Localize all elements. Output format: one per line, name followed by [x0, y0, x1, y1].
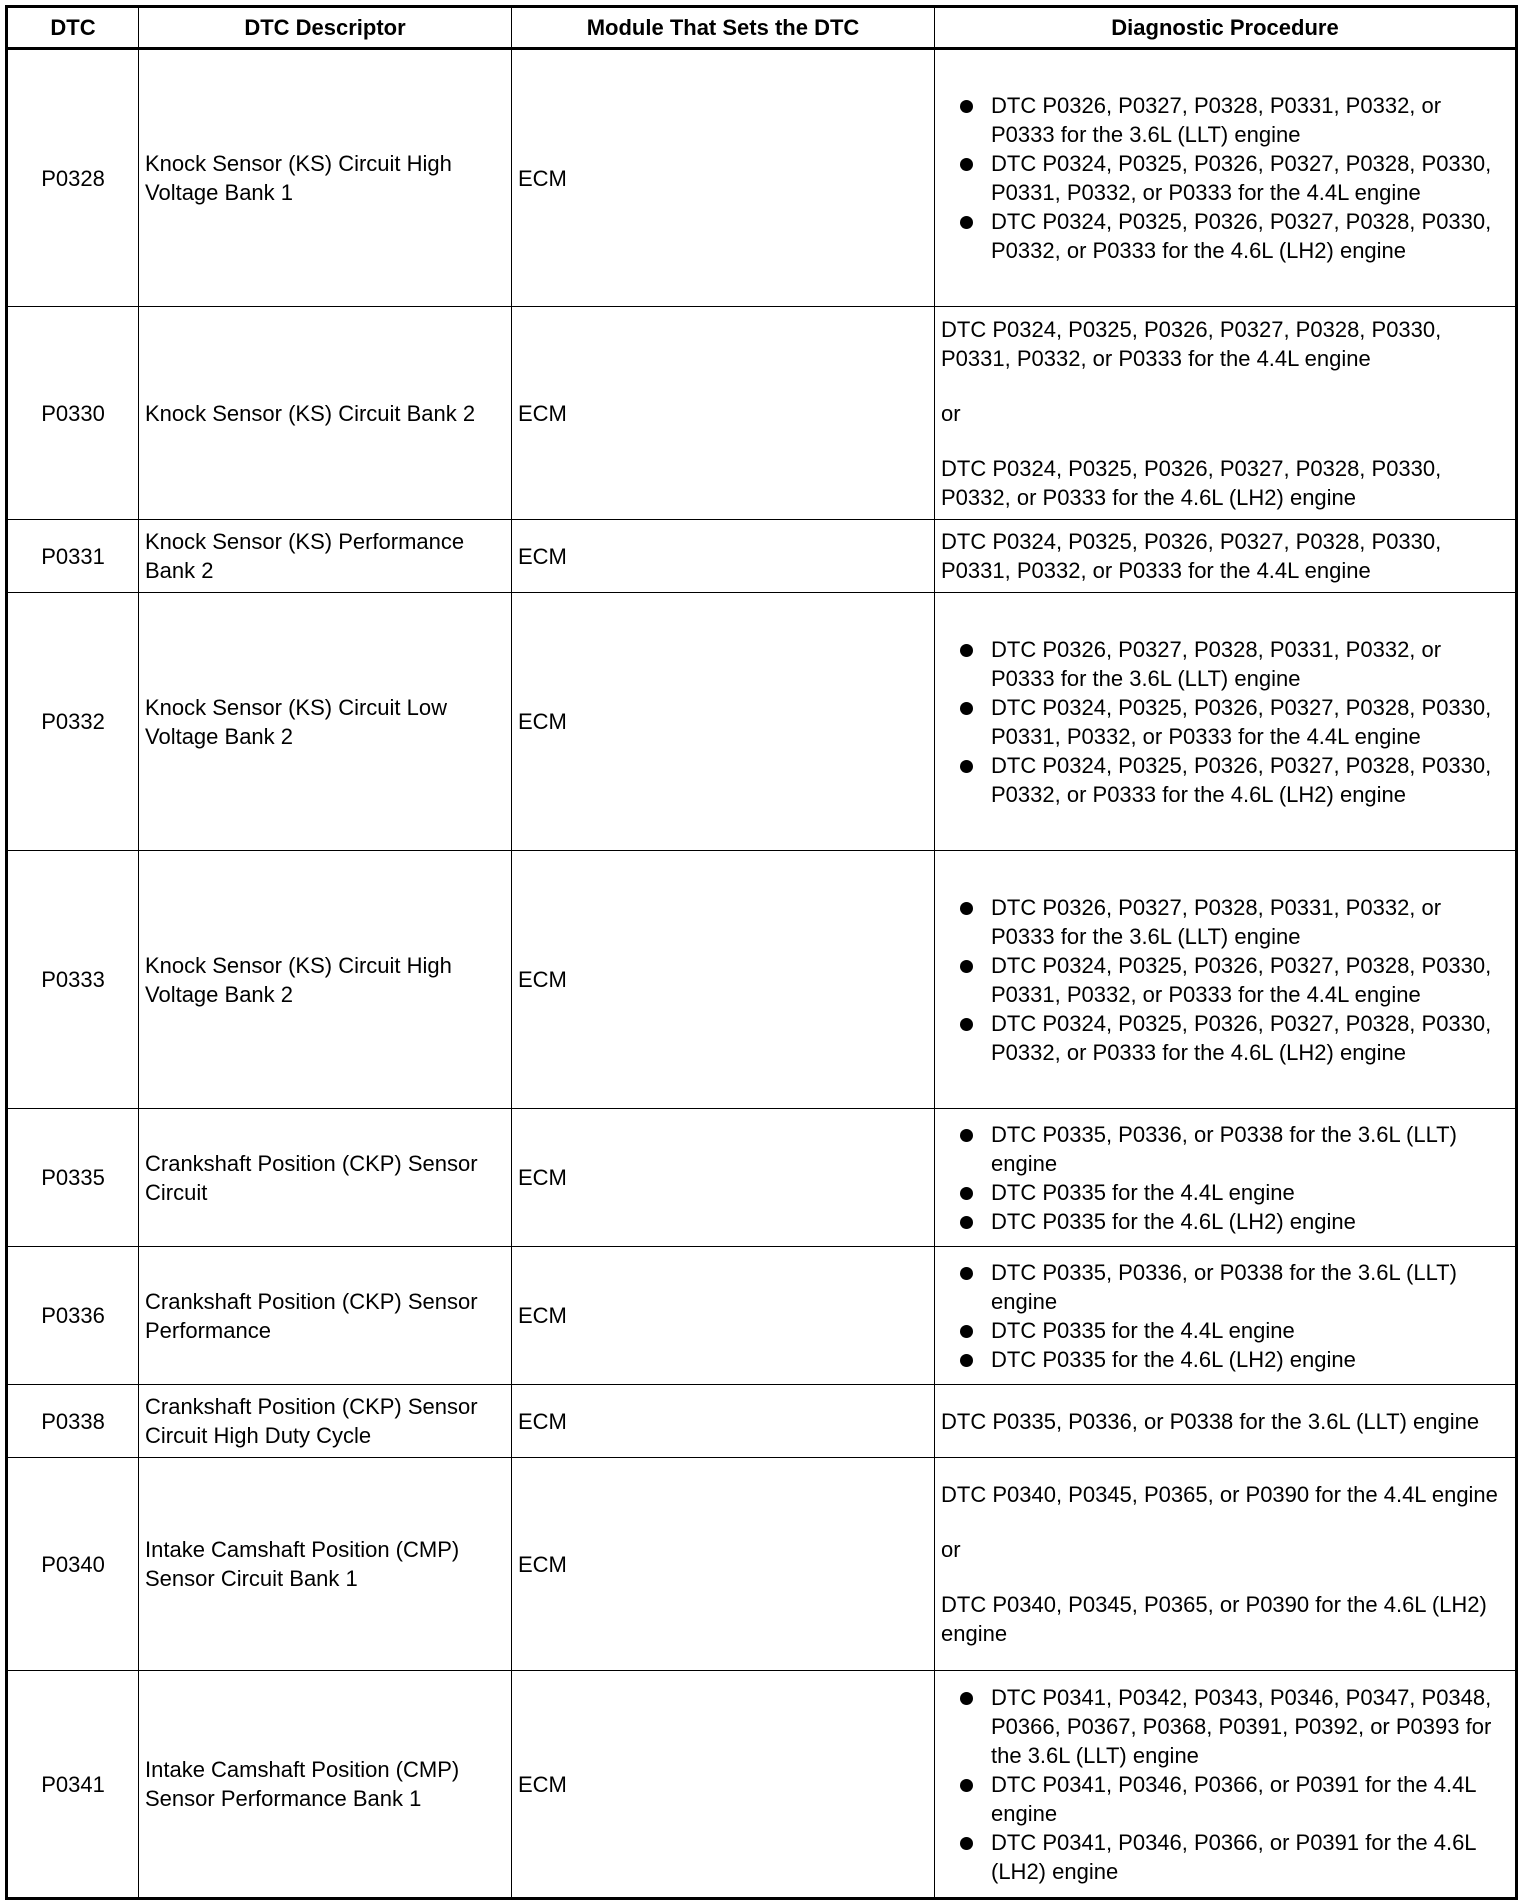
dtc-module: ECM: [512, 851, 935, 1109]
procedure-list-item: DTC P0326, P0327, P0328, P0331, P0332, or P0333 for the 3.6L (LLT) engine: [991, 635, 1509, 693]
procedure-list-item: DTC P0335 for the 4.6L (LH2) engine: [991, 1207, 1509, 1236]
table-row: [7, 307, 1517, 520]
dtc-code: P0338: [7, 1385, 139, 1458]
diagnostic-procedure: [935, 1109, 1517, 1247]
table-row: [7, 851, 1517, 1109]
dtc-module: ECM: [512, 593, 935, 851]
procedure-list-item: DTC P0326, P0327, P0328, P0331, P0332, or P0333 for the 3.6L (LLT) engine: [991, 893, 1509, 951]
dtc-code: P0331: [7, 520, 139, 593]
dtc-descriptor: Crankshaft Position (CKP) Sensor Circuit: [139, 1109, 512, 1247]
table-row: [7, 1385, 1517, 1458]
procedure-list-item: DTC P0324, P0325, P0326, P0327, P0328, P0330, P0331, P0332, or P0333 for the 4.4L engine: [991, 693, 1509, 751]
dtc-descriptor: Intake Camshaft Position (CMP) Sensor Circuit Bank 1: [139, 1458, 512, 1671]
dtc-descriptor: Crankshaft Position (CKP) Sensor Circuit High Duty Cycle: [139, 1385, 512, 1458]
diagnostic-procedure: [935, 307, 1517, 520]
diagnostic-procedure: [935, 1385, 1517, 1458]
table-row: [7, 49, 1517, 307]
dtc-code: P0341: [7, 1671, 139, 1899]
table-row: [7, 1247, 1517, 1385]
dtc-code: P0335: [7, 1109, 139, 1247]
diagnostic-procedure: [935, 520, 1517, 593]
procedure-paragraph: DTC P0335, P0336, or P0338 for the 3.6L (LLT) engine: [941, 1408, 1480, 1434]
table-row: [7, 1671, 1517, 1899]
header-dtc: DTC: [7, 7, 139, 49]
procedure-list: [941, 1258, 1509, 1374]
dtc-module: ECM: [512, 1109, 935, 1247]
procedure-list: [941, 635, 1509, 809]
procedure-list-item: DTC P0341, P0346, P0366, or P0391 for the 4.4L engine: [991, 1770, 1509, 1828]
table-row: [7, 1458, 1517, 1671]
table-row: [7, 1109, 1517, 1247]
procedure-list-item: DTC P0324, P0325, P0326, P0327, P0328, P0330, P0331, P0332, or P0333 for the 4.4L engine: [991, 951, 1509, 1009]
table-header: [7, 7, 1517, 49]
diagnostic-procedure: [935, 1247, 1517, 1385]
header-procedure: Diagnostic Procedure: [935, 7, 1517, 49]
dtc-code: P0333: [7, 851, 139, 1109]
dtc-code: P0336: [7, 1247, 139, 1385]
procedure-list-item: DTC P0326, P0327, P0328, P0331, P0332, or P0333 for the 3.6L (LLT) engine: [991, 91, 1509, 149]
procedure-list-item: DTC P0324, P0325, P0326, P0327, P0328, P0330, P0332, or P0333 for the 4.6L (LH2) engine: [991, 207, 1509, 265]
dtc-code: P0340: [7, 1458, 139, 1671]
dtc-module: ECM: [512, 49, 935, 307]
header-descriptor: DTC Descriptor: [139, 7, 512, 49]
dtc-module: ECM: [512, 1385, 935, 1458]
procedure-paragraph: DTC P0324, P0325, P0326, P0327, P0328, P0330, P0331, P0332, or P0333 for the 4.4L engine: [941, 529, 1442, 583]
procedure-paragraph: DTC P0340, P0345, P0365, or P0390 for the 4.6L (LH2) engine: [941, 1592, 1487, 1646]
procedure-list-item: DTC P0335 for the 4.6L (LH2) engine: [991, 1345, 1509, 1374]
header-module: Module That Sets the DTC: [512, 7, 935, 49]
dtc-descriptor: Knock Sensor (KS) Performance Bank 2: [139, 520, 512, 593]
procedure-list-item: DTC P0324, P0325, P0326, P0327, P0328, P0330, P0331, P0332, or P0333 for the 4.4L engine: [991, 149, 1509, 207]
dtc-table: [5, 5, 1518, 1900]
dtc-module: ECM: [512, 520, 935, 593]
diagnostic-procedure: [935, 851, 1517, 1109]
procedure-list-item: DTC P0335 for the 4.4L engine: [991, 1178, 1509, 1207]
dtc-descriptor: Intake Camshaft Position (CMP) Sensor Performance Bank 1: [139, 1671, 512, 1899]
dtc-descriptor: Knock Sensor (KS) Circuit High Voltage Bank 1: [139, 49, 512, 307]
procedure-paragraph: DTC P0324, P0325, P0326, P0327, P0328, P0330, P0331, P0332, or P0333 for the 4.4L engine: [941, 316, 1442, 371]
dtc-code: P0332: [7, 593, 139, 851]
diagnostic-procedure: [935, 593, 1517, 851]
diagnostic-procedure: [935, 49, 1517, 307]
dtc-descriptor: Knock Sensor (KS) Circuit High Voltage Bank 2: [139, 851, 512, 1109]
procedure-list-item: DTC P0341, P0342, P0343, P0346, P0347, P0348, P0366, P0367, P0368, P0391, P0392, or P0393 for the 3.6L (LLT) engine: [991, 1683, 1509, 1770]
procedure-list: [941, 893, 1509, 1067]
procedure-list-item: DTC P0335, P0336, or P0338 for the 3.6L (LLT) engine: [991, 1258, 1509, 1316]
procedure-list: [941, 1683, 1509, 1886]
dtc-descriptor: Knock Sensor (KS) Circuit Low Voltage Bank 2: [139, 593, 512, 851]
procedure-list: [941, 1120, 1509, 1236]
dtc-descriptor: Knock Sensor (KS) Circuit Bank 2: [139, 307, 512, 520]
procedure-list-item: DTC P0335, P0336, or P0338 for the 3.6L (LLT) engine: [991, 1120, 1509, 1178]
procedure-paragraph: or: [941, 400, 961, 426]
header-row: [7, 7, 1517, 49]
dtc-code: P0330: [7, 307, 139, 520]
procedure-paragraph: or: [941, 1537, 961, 1562]
diagnostic-procedure: [935, 1671, 1517, 1899]
procedure-paragraph: DTC P0324, P0325, P0326, P0327, P0328, P0330, P0332, or P0333 for the 4.6L (LH2) engine: [941, 455, 1442, 510]
dtc-module: ECM: [512, 1247, 935, 1385]
procedure-list-item: DTC P0341, P0346, P0366, or P0391 for the 4.6L (LH2) engine: [991, 1828, 1509, 1886]
dtc-module: ECM: [512, 307, 935, 520]
dtc-module: ECM: [512, 1458, 935, 1671]
procedure-paragraph: DTC P0340, P0345, P0365, or P0390 for the 4.4L engine: [941, 1482, 1498, 1507]
procedure-list-item: DTC P0335 for the 4.4L engine: [991, 1316, 1509, 1345]
table-row: [7, 520, 1517, 593]
dtc-descriptor: Crankshaft Position (CKP) Sensor Performance: [139, 1247, 512, 1385]
diagnostic-procedure: [935, 1458, 1517, 1671]
table-row: [7, 593, 1517, 851]
procedure-list-item: DTC P0324, P0325, P0326, P0327, P0328, P0330, P0332, or P0333 for the 4.6L (LH2) engine: [991, 1009, 1509, 1067]
dtc-code: P0328: [7, 49, 139, 307]
procedure-list: [941, 91, 1509, 265]
table-body: [7, 49, 1517, 1899]
dtc-module: ECM: [512, 1671, 935, 1899]
procedure-list-item: DTC P0324, P0325, P0326, P0327, P0328, P0330, P0332, or P0333 for the 4.6L (LH2) engine: [991, 751, 1509, 809]
